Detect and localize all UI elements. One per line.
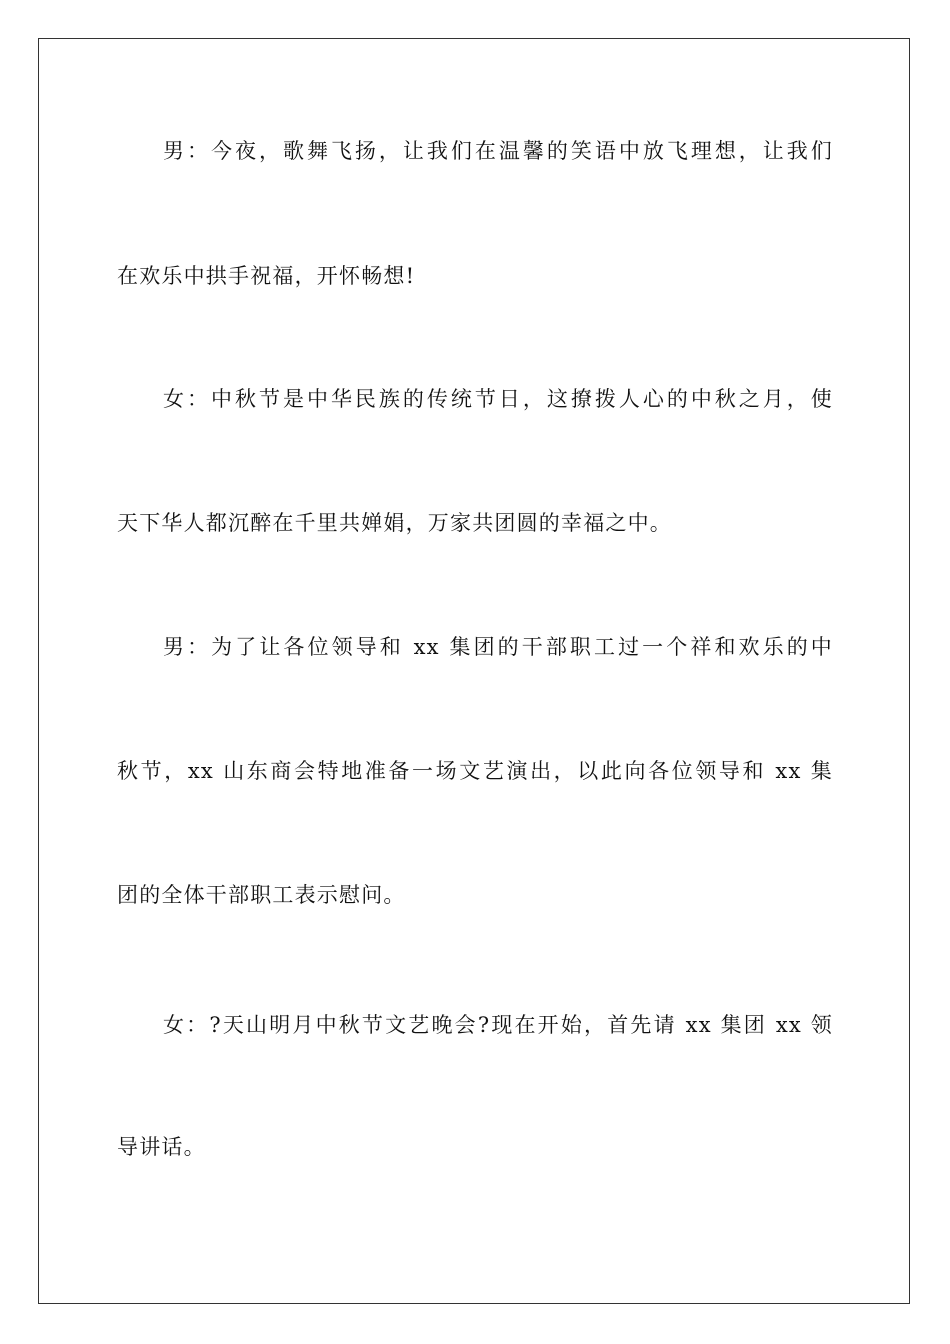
paragraph-3-line-1: 男：为了让各位领导和 xx 集团的干部职工过一个祥和欢乐的中: [163, 635, 833, 659]
paragraph-2-line-2: 天下华人都沉醉在千里共婵娟，万家共团圆的幸福之中。: [117, 511, 672, 535]
paragraph-3-line-2: 秋节，xx 山东商会特地准备一场文艺演出，以此向各位领导和 xx 集: [117, 759, 833, 783]
paragraph-4-line-1: 女：?天山明月中秋节文艺晚会?现在开始，首先请 xx 集团 xx 领: [163, 1013, 833, 1037]
paragraph-2-line-1: 女：中秋节是中华民族的传统节日，这撩拨人心的中秋之月，使: [163, 387, 833, 411]
paragraph-3-line-3: 团的全体干部职工表示慰问。: [117, 883, 406, 907]
paragraph-1-line-1: 男：今夜，歌舞飞扬，让我们在温馨的笑语中放飞理想，让我们: [163, 139, 833, 163]
page-border: [38, 38, 910, 1304]
paragraph-1-line-2: 在欢乐中拱手祝福，开怀畅想!: [117, 264, 416, 288]
paragraph-4-line-2: 导讲话。: [117, 1135, 206, 1159]
